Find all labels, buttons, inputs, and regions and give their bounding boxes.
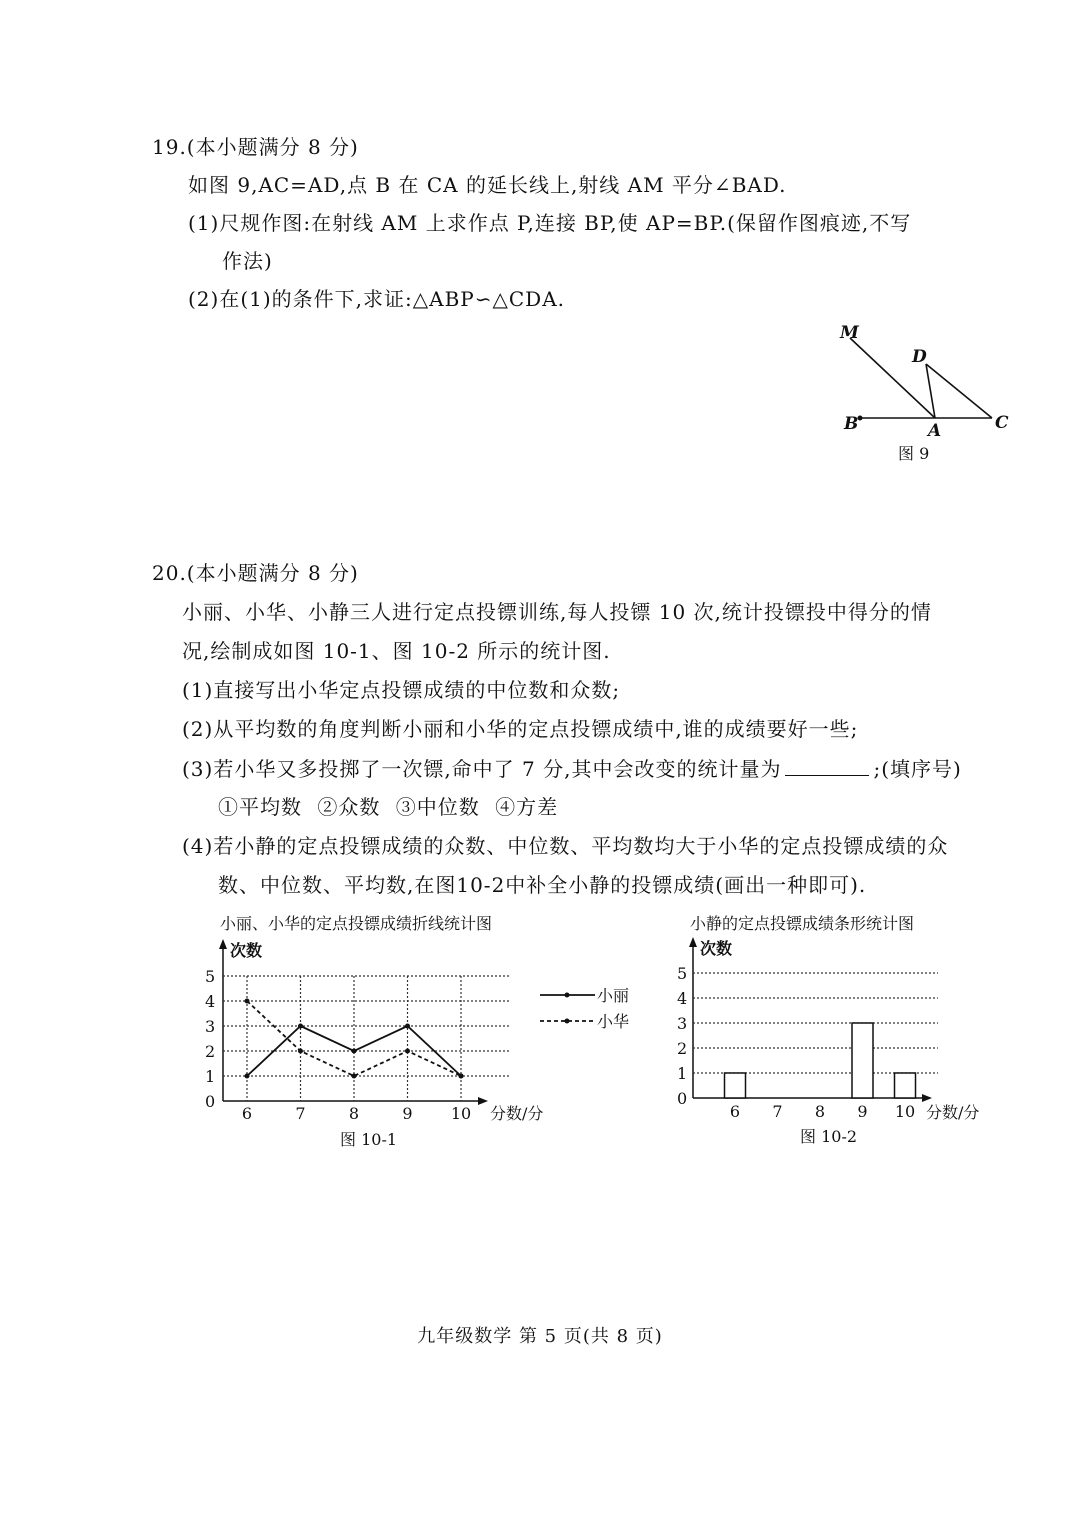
q20-part4-line2: 数、中位数、平均数,在图10-2中补全小静的投镖成绩(画出一种即可). [218,873,867,897]
chart1-data-point [352,1049,357,1054]
chart2-bar [725,1073,746,1098]
chart1-data-point [405,1049,410,1054]
chart2-xlabel: 分数/分 [926,1103,980,1122]
q20-header: 20.(本小题满分 8 分) [152,561,359,585]
chart-10-1 [190,905,650,1155]
chart2-ytick-label: 2 [677,1039,688,1058]
chart1-xtick-label: 10 [450,1104,472,1123]
chart2-xtick-label: 6 [729,1102,741,1121]
chart1-ytick-label: 5 [205,967,216,986]
q20-part4-line1: (4)若小静的定点投镖成绩的众数、中位数、平均数均大于小华的定点投镖成绩的众 [182,834,949,858]
chart1-title: 小丽、小华的定点投镖成绩折线统计图 [220,914,493,933]
q20-part2: (2)从平均数的角度判断小丽和小华的定点投镖成绩中,谁的成绩要好一些; [182,717,859,741]
chart1-legend-label: 小华 [597,1012,630,1031]
chart1-ylabel: 次数 [230,941,263,960]
q20-part3-text: (3)若小华又多投掷了一次镖,命中了 7 分,其中会改变的统计量为 [182,757,782,781]
label-m: M [840,323,859,343]
chart2-bar [852,1023,873,1098]
chart1-xtick-label: 9 [402,1104,413,1123]
chart1-data-point [298,1049,303,1054]
chart1-xtick-label: 8 [348,1104,360,1123]
q20-part1: (1)直接写出小华定点投镖成绩的中位数和众数; [182,678,621,702]
chart1-data-point [298,1024,303,1029]
figure-9-caption: 图 9 [898,444,930,463]
chart2-bar [895,1073,916,1098]
chart2-ylabel: 次数 [700,939,733,958]
segment-dc [926,364,992,418]
label-a: A [928,421,942,441]
chart2-xtick-label: 10 [894,1102,916,1121]
chart1-xlabel: 分数/分 [490,1104,544,1123]
chart1-legend-label: 小丽 [597,986,630,1005]
chart1-data-point [352,1074,357,1079]
chart1-legend-marker [565,1019,570,1024]
chart1-data-point [245,1074,250,1079]
chart2-caption: 图 10-2 [800,1127,858,1146]
q20-part3 [182,755,962,782]
chart2-ytick-label: 5 [677,964,688,983]
label-d: D [912,347,927,367]
chart1-ytick-label: 4 [205,992,216,1011]
q20-part3-tail: ;(填序号) [873,757,962,781]
chart1-x-arrow [478,1097,488,1105]
chart2-xtick-label: 8 [814,1102,826,1121]
chart1-caption: 图 10-1 [340,1130,398,1149]
chart1-ytick-label: 0 [205,1092,216,1111]
chart2-xtick-label: 7 [772,1102,783,1121]
q19-header: 19.(本小题满分 8 分) [152,135,359,159]
chart1-data-point [459,1074,464,1079]
chart1-y-arrow [219,939,227,949]
chart1-data-point [245,999,250,1004]
chart2-y-arrow [689,937,697,947]
chart1-ytick-label: 2 [205,1042,216,1061]
chart1-data-point [405,1024,410,1029]
label-b: B [844,414,859,434]
answer-blank[interactable] [785,755,869,776]
q19-part1-line1: (1)尺规作图:在射线 AM 上求作点 P,连接 BP,使 AP=BP.(保留作图痕迹,不写 [188,211,912,235]
q19-stem: 如图 9,AC=AD,点 B 在 CA 的延长线上,射线 AM 平分∠BAD. [188,173,787,197]
figure-9 [820,318,1040,468]
q20-options: ①平均数 ②众数 ③中位数 ④方差 [218,795,559,819]
chart1-ytick-label: 3 [205,1017,216,1036]
chart-10-2 [660,905,1000,1155]
q20-stem-line2: 况,绘制成如图 10-1、图 10-2 所示的统计图. [182,639,611,663]
chart2-x-arrow [922,1094,932,1102]
q20-stem-line1: 小丽、小华、小静三人进行定点投镖训练,每人投镖 10 次,统计投镖投中得分的情 [182,600,932,624]
q19-part2: (2)在(1)的条件下,求证:△ABP∽△CDA. [188,287,566,311]
page-footer: 九年级数学 第 5 页(共 8 页) [417,1326,663,1347]
chart1-legend-marker [565,993,570,998]
chart2-title: 小静的定点投镖成绩条形统计图 [690,914,915,933]
chart1-xtick-label: 7 [295,1104,306,1123]
chart1-xtick-label: 6 [241,1104,253,1123]
chart1-ytick-label: 1 [205,1067,216,1086]
chart2-ytick-label: 4 [677,989,688,1008]
chart2-ytick-label: 0 [677,1089,688,1108]
chart2-xtick-label: 9 [857,1102,868,1121]
q19-part1-line2: 作法) [222,249,273,273]
label-c: C [995,413,1009,433]
chart2-ytick-label: 3 [677,1014,688,1033]
chart2-ytick-label: 1 [677,1064,688,1083]
